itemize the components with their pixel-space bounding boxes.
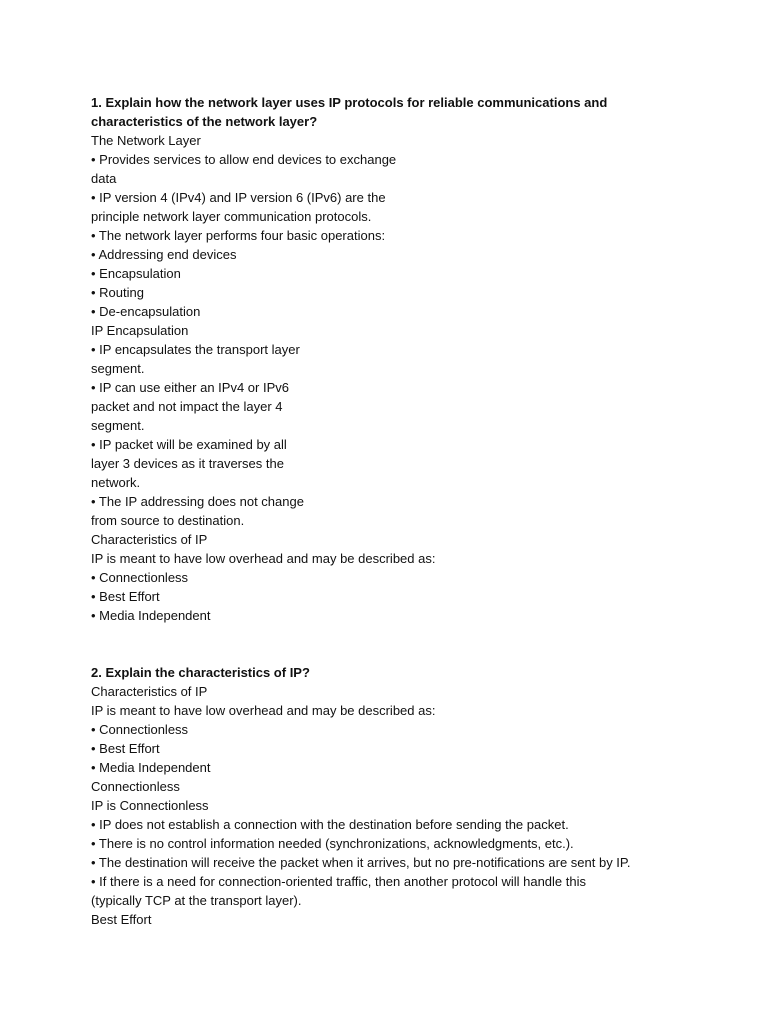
text-line: IP is meant to have low overhead and may be described as: [91, 703, 436, 718]
text-line: layer 3 devices as it traverses the [91, 456, 284, 471]
text-line: • Media Independent [91, 608, 211, 623]
text-line: Characteristics of IP [91, 684, 208, 699]
text-line: • IP packet will be examined by all [91, 437, 287, 452]
text-line: • De-encapsulation [91, 304, 201, 319]
text-line: IP Encapsulation [91, 323, 189, 338]
text-line: segment. [91, 361, 145, 376]
text-line: • Media Independent [91, 760, 211, 775]
question-1-heading-line: 1. Explain how the network layer uses IP protocols for reliable communications and [91, 95, 608, 110]
text-line: • Connectionless [91, 570, 189, 585]
text-line: • Best Effort [91, 741, 160, 756]
section-spacer [91, 625, 691, 663]
text-line: segment. [91, 418, 145, 433]
text-line: • There is no control information needed (synchronizations, acknowledgments, etc.). [91, 836, 574, 851]
text-line: • The network layer performs four basic operations: [91, 228, 386, 243]
text-line: • Routing [91, 285, 144, 300]
text-line: • IP does not establish a connection with the destination before sending the packet. [91, 817, 569, 832]
text-line: • IP version 4 (IPv4) and IP version 6 (IPv6) are the [91, 190, 386, 205]
text-line: • Best Effort [91, 589, 160, 604]
question-1-heading-line: characteristics of the network layer? [91, 114, 318, 129]
text-line: data [91, 171, 117, 186]
text-line: • Encapsulation [91, 266, 181, 281]
text-line: • IP can use either an IPv4 or IPv6 [91, 380, 289, 395]
text-line: network. [91, 475, 141, 490]
question-2-heading-line: 2. Explain the characteristics of IP? [91, 665, 310, 680]
text-line: • If there is a need for connection-oriented traffic, then another protocol will handle this [91, 874, 586, 889]
text-line: (typically TCP at the transport layer). [91, 893, 302, 908]
text-line: The Network Layer [91, 133, 201, 148]
text-line: Best Effort [91, 912, 152, 927]
text-line: • Connectionless [91, 722, 189, 737]
text-line: IP is Connectionless [91, 798, 209, 813]
question-1 [91, 93, 691, 625]
text-line: • IP encapsulates the transport layer [91, 342, 300, 357]
text-line: packet and not impact the layer 4 [91, 399, 283, 414]
text-line: • Addressing end devices [91, 247, 237, 262]
text-line: • The destination will receive the packet when it arrives, but no pre-notifications are sent by IP. [91, 855, 631, 870]
text-line: principle network layer communication protocols. [91, 209, 372, 224]
text-line: • The IP addressing does not change [91, 494, 304, 509]
document-page [91, 93, 691, 929]
text-line: Connectionless [91, 779, 180, 794]
text-line: Characteristics of IP [91, 532, 208, 547]
text-line: IP is meant to have low overhead and may be described as: [91, 551, 436, 566]
question-2 [91, 663, 691, 929]
text-line: • Provides services to allow end devices to exchange [91, 152, 397, 167]
text-line: from source to destination. [91, 513, 245, 528]
